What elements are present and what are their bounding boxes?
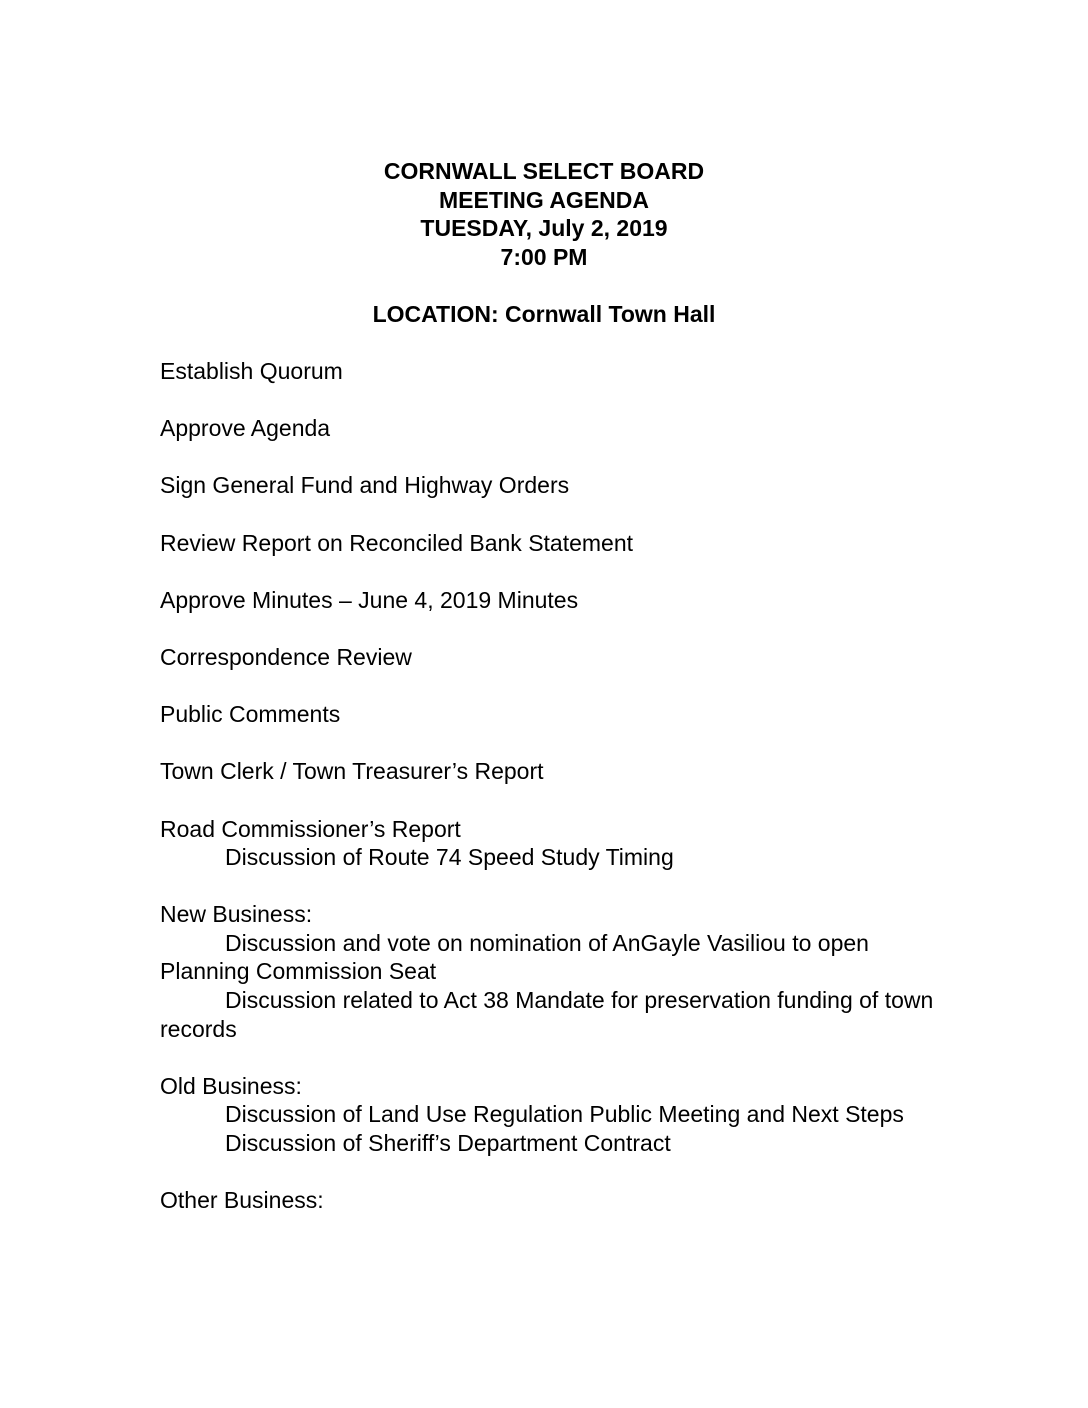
agenda-item-approve-agenda: Approve Agenda <box>160 415 331 442</box>
board-name: CORNWALL SELECT BOARD <box>383 158 705 184</box>
agenda-item <box>160 529 960 558</box>
agenda-item <box>160 1186 960 1215</box>
agenda-item-clerk-report: Town Clerk / Town Treasurer’s Report <box>160 758 544 785</box>
agenda-item <box>160 471 960 500</box>
agenda-item <box>160 815 960 872</box>
agenda-item <box>160 700 960 729</box>
agenda-item-new-business: New Business: <box>160 901 313 928</box>
document-title: MEETING AGENDA <box>439 186 649 213</box>
agenda-list <box>160 357 960 1243</box>
agenda-subitem-sheriff-contract: Discussion of Sheriff’s Department Contract <box>225 1130 671 1157</box>
meeting-time: 7:00 PM <box>500 243 588 270</box>
agenda-item-other-business: Other Business: <box>160 1187 324 1214</box>
agenda-item <box>160 586 960 615</box>
agenda-subitem-act-38: Discussion related to Act 38 Mandate for preservation funding of town records <box>160 987 934 1042</box>
agenda-item-establish-quorum: Establish Quorum <box>160 358 343 384</box>
agenda-item-sign-orders: Sign General Fund and Highway Orders <box>160 472 570 499</box>
agenda-item-approve-minutes: Approve Minutes – June 4, 2019 Minutes <box>160 586 579 613</box>
agenda-item <box>160 900 960 1043</box>
agenda-item-public-comments: Public Comments <box>160 701 341 728</box>
meeting-date: TUESDAY, July 2, 2019 <box>420 215 668 242</box>
meeting-location: LOCATION: Cornwall Town Hall <box>372 301 716 327</box>
agenda-item-road-commissioner: Road Commissioner’s Report <box>160 815 461 842</box>
agenda-item <box>160 1072 960 1158</box>
agenda-item-correspondence: Correspondence Review <box>160 643 412 670</box>
agenda-subitem-nomination: Discussion and vote on nomination of AnGayle Vasiliou to open Planning Commission Seat <box>160 929 869 985</box>
agenda-item <box>160 643 960 672</box>
agenda-header <box>0 157 1088 271</box>
agenda-item-bank-statement: Review Report on Reconciled Bank Statement <box>160 529 634 556</box>
agenda-item <box>160 757 960 786</box>
agenda-subitem-route-74: Discussion of Route 74 Speed Study Timing <box>225 844 674 871</box>
agenda-item <box>160 414 960 443</box>
agenda-item-old-business: Old Business: <box>160 1072 302 1099</box>
agenda-item <box>160 357 960 386</box>
agenda-subitem-land-use: Discussion of Land Use Regulation Public Meeting and Next Steps <box>225 1101 904 1128</box>
